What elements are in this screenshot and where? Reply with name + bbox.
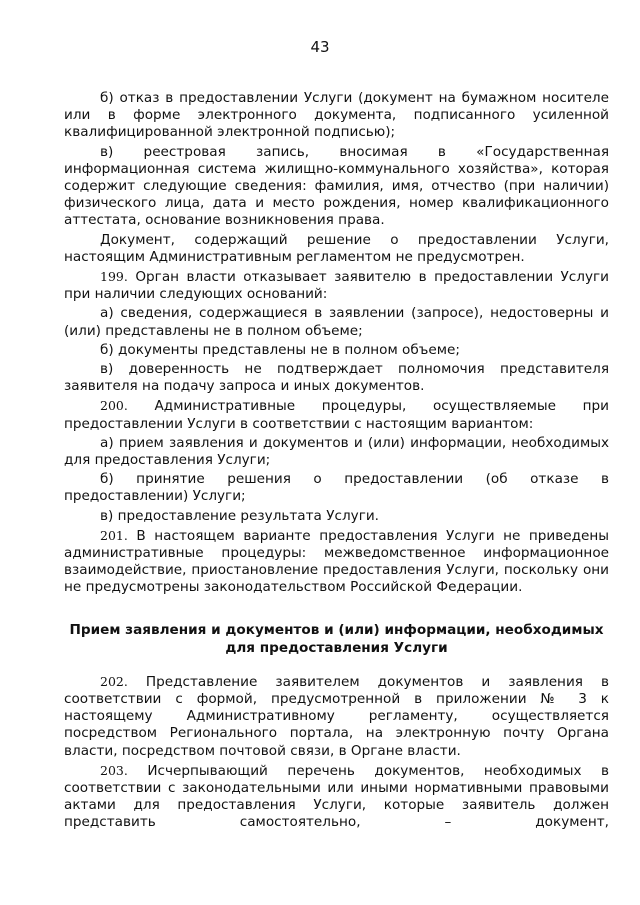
paragraph-number: 200. [100,398,128,414]
paragraph-text: В настоящем варианте предоставления Услуги не приведены административные процедуры: межведомственное информационное взаимодействие, приостановление предоставления Услуги, поскольку они не предусмотрены законодательством Российской Федерации. [64,527,609,596]
paragraph [64,508,609,525]
paragraph-text: а) сведения, содержащиеся в заявлении (запросе), недостоверны и (или) представлены не в полном объеме; [64,305,609,339]
paragraph [64,527,609,597]
paragraph-text: Административные процедуры, осуществляемые при предоставлении Услуги в соответствии с настоящим вариантом: [64,398,609,432]
paragraph-number: 202. [100,673,128,689]
paragraph [64,397,609,432]
paragraph-text: Исчерпывающий перечень документов, необходимых в соответствии с законодательными или иными нормативными правовыми актами для предоставления Услуги, которые заявитель должен представить самостоятельно, – документ, [64,762,609,831]
paragraph [64,762,609,832]
paragraph-text: б) отказ в предоставлении Услуги (документ на бумажном носителе или в форме электронного документа, подписанного усиленной квалифицированной электронной подписью); [64,90,609,141]
paragraph [64,232,609,266]
paragraph [64,144,609,230]
paragraph-text: Документ, содержащий решение о предоставлении Услуги, настоящим Административным регламентом не предусмотрен. [64,231,609,265]
paragraph [64,90,609,142]
page-number: 43 [310,38,330,56]
document-body [64,90,609,832]
paragraph-text: а) прием заявления и документов и (или) информации, необходимых для предоставления Услуги; [64,434,609,469]
paragraph [64,471,609,505]
paragraph [64,435,609,469]
paragraph-text: Представление заявителем документов и заявления в соответствии с формой, предусмотренной в приложении № 3 к настоящему Административному регламенту, осуществляется посредством Регионального портала, на электронную почту Органа власти, посредством почтовой связи, в Органе власти. [64,673,610,759]
paragraph-text: в) реестровая запись, вносимая в «Государственная информационная система жилищно-коммунального хозяйства», которая содержит следующие сведения: фамилия, имя, отчество (при наличии) физического лица, дата и место рождения, номер квалификационного аттестата, основание возникновения права. [64,143,609,229]
paragraph [64,361,609,395]
paragraph [64,342,609,359]
paragraph-text: б) документы представлены не в полном объеме; [100,341,460,358]
paragraph-text: в) доверенность не подтверждает полномочия представителя заявителя на подачу запроса и иных документов. [64,361,609,395]
paragraph-text: Орган власти отказывает заявителю в предоставлении Услуги при наличии следующих оснований: [64,269,609,303]
paragraphs-bottom [64,673,609,832]
paragraph [64,673,609,760]
paragraph-number: 203. [100,762,128,778]
paragraph-number: 201. [100,527,128,543]
paragraph-text: б) принятие решения о предоставлении (об отказе в предоставлении) Услуги; [64,471,609,505]
paragraph [64,305,609,339]
paragraphs-top [64,90,609,597]
paragraph-text: в) предоставление результата Услуги. [100,507,379,524]
paragraph-number: 199. [100,269,128,285]
section-heading: Прием заявления и документов и (или) информации, необходимых для предоставления Услуги [69,621,604,656]
paragraph [64,268,609,303]
